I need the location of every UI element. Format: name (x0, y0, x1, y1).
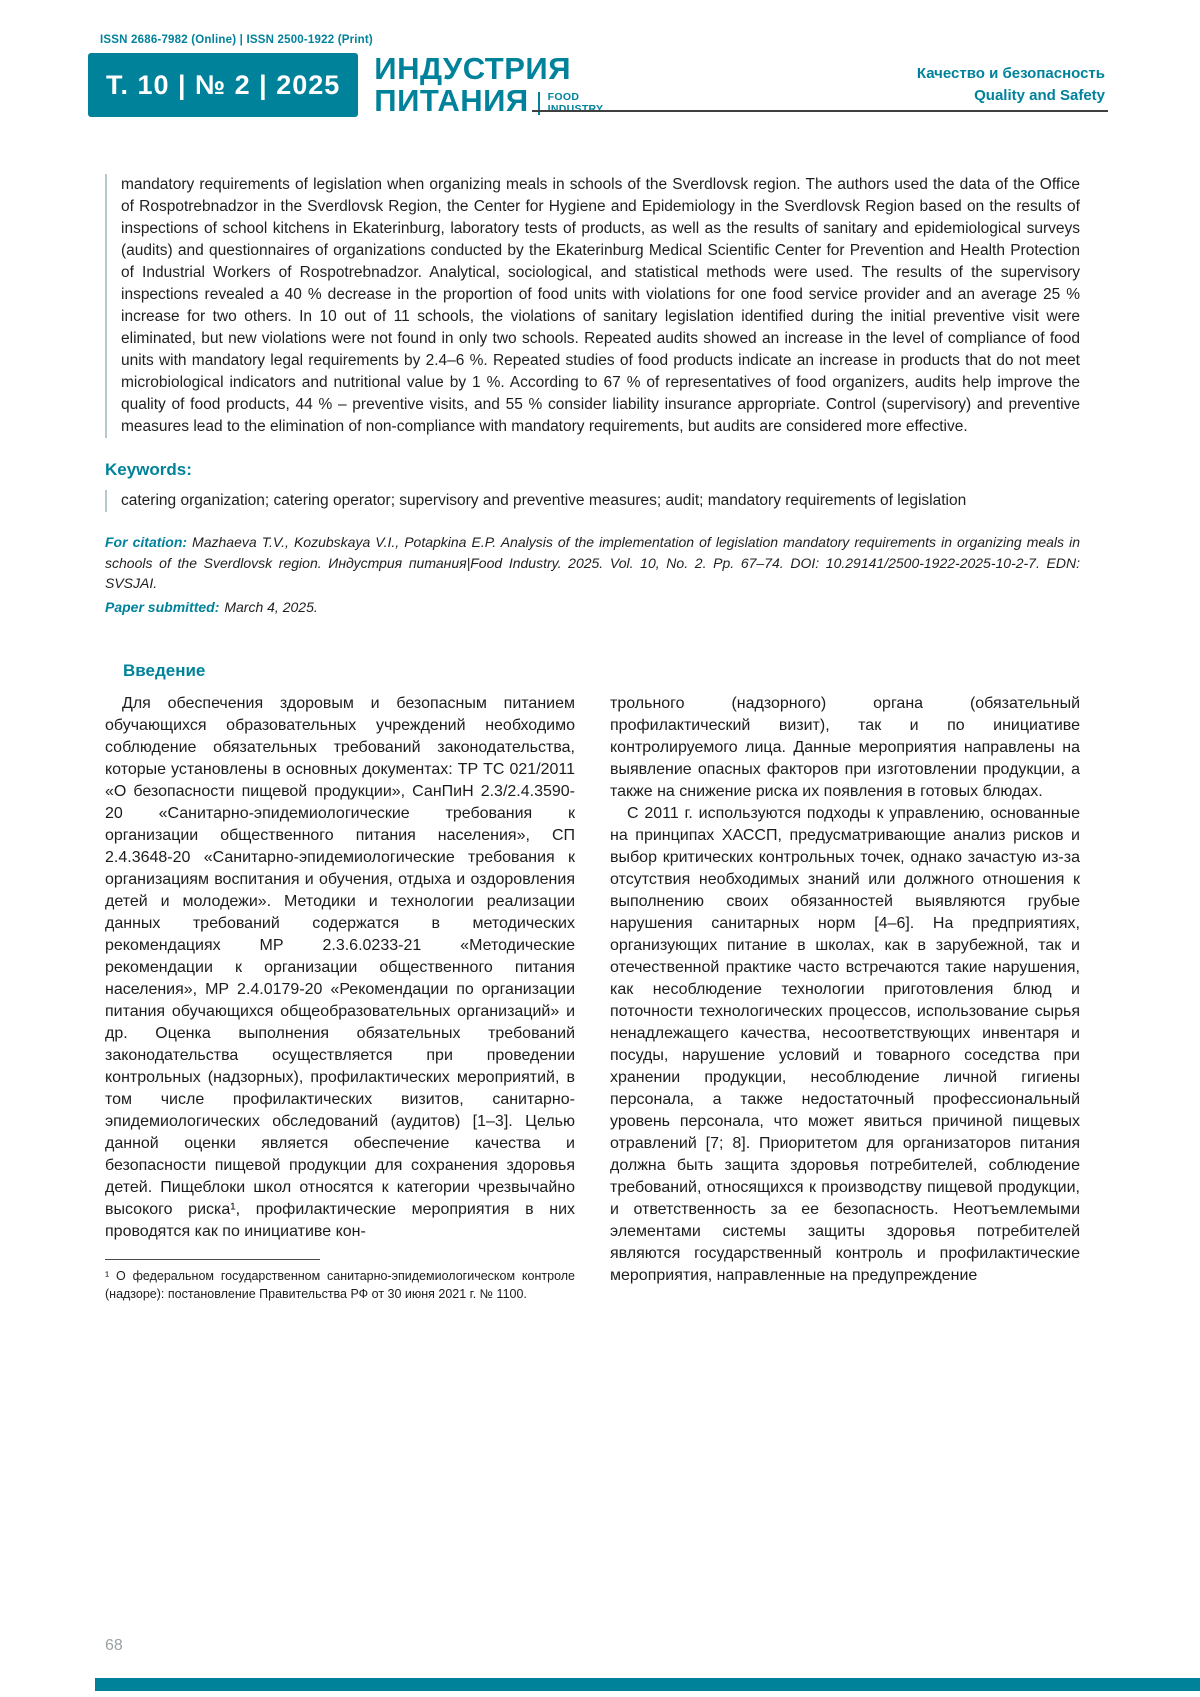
journal-title-ru-line2: ПИТАНИЯ (374, 83, 529, 119)
section-title-ru: Качество и безопасность (916, 65, 1105, 82)
section-title (917, 53, 1105, 117)
page-header (0, 0, 1200, 124)
citation (105, 532, 1080, 593)
volume-issue-badge: Т. 10 | № 2 | 2025 (88, 53, 358, 117)
keywords-heading: Keywords: (105, 460, 192, 479)
keywords-text: catering organization; catering operator; supervisory and preventive measures; audit; mandatory requirements of legislation (105, 490, 1080, 512)
journal-title-en-line1: FOOD (547, 91, 580, 104)
citation-label: For citation: (105, 534, 188, 551)
footnote-rule (105, 1259, 320, 1260)
header-rule (532, 110, 1108, 112)
paper-submitted-label: Paper submitted: (105, 599, 220, 616)
page-number: 68 (105, 1637, 123, 1654)
journal-title (374, 53, 603, 117)
abstract-text: mandatory requirements of legislation when organizing meals in schools of the Sverdlovsk region. The authors used the data of the Office of Rospotrebnadzor in the Sverdlovsk Region, the Center for Hygiene and Epidemiology in the Sverdlovsk Region based on the results of inspections of school kitchens in Ekaterinburg, laboratory tests of products, as well as the results of sanitary and epidemiological surveys (audits) and questionnaires of organizations conducted by the Ekaterinburg Medical Scientific Center for Prevention and Health Protection of Industrial Workers of Rospotrebnadzor. Analytical, sociological, and statistical methods were used. The results of the supervisory inspections revealed a 40 % decrease in the proportion of food units with violations for one food service provider and an average 25 % increase for two others. In 10 out of 11 schools, the violations of sanitary legislation identified during the initial preventive visit were eliminated, but new violations were not found in only two schools. Repeated audits showed an increase in the level of compliance of food units with mandatory legal requirements by 2.4–6 %. Repeated studies of food products indicate an increase in products that do not meet microbiological indicators and nutritional value by 1 %. According to 67 % of representatives of food organizers, audits help improve the quality of food products, 44 % – preventive visits, and 55 % consider liability insurance appropriate. Control (supervisory) and preventive measures lead to the elimination of non-compliance with mandatory requirements, but audits are considered more effective. (105, 174, 1080, 438)
right-column-paragraph-1: трольного (надзорного) органа (обязательный профилактический визит), так и по инициативе контролируемого лица. Данные мероприятия направлены на выявление опасных факторов при изготовлении продукции, а также на снижение риска их появления в готовых блюдах. (610, 695, 1080, 801)
left-column-paragraph: Для обеспечения здоровым и безопасным питанием обучающихся образовательных учреждений необходимо соблюдение обязательных требований законодательства, которые установлены в основных документах: ТР ТС 021/2011 «О безопасности пищевой продукции», СанПиН 2.3/2.4.3590-20 «Санитарно-эпидемиологические требования к организации общественного питания населения», СП 2.4.3648-20 «Санитарно-эпидемиологические требования к организациям воспитания и обучения, отдыха и оздоровления детей и молодежи». Методики и технологии реализации данных требований содержатся в методических рекомендациях МР 2.3.6.0233-21 «Методические рекомендации к организации общественного питания населения», МР 2.4.0179-20 «Рекомендации по организации питания обучающихся общеобразовательных организаций» и др. Оценка выполнения обязательных требований законодательства осуществляется при проведении контрольных (надзорных), профилактических мероприятий, в том числе профилактических визитов, санитарно-эпидемиологических обследований (аудитов) [1–3]. Целью данной оценки является обеспечение качества и безопасности пищевой продукции для сохранения здоровья детей. Пищеблоки школ относятся к категории чрезвычайно высокого риска¹, профилактические мероприятия в них проводятся как по инициативе кон- (105, 695, 575, 1241)
right-column-paragraph-2: С 2011 г. используются подходы к управлению, основанные на принципах ХАССП, предусматривающие анализ рисков и выбор критических контрольных точек, однако зачастую из-за отсутствия необходимых знаний или должного отношения к выполнению своих обязанностей выявляются грубые нарушения санитарных норм [4–6]. На предприятиях, организующих питание в школах, как в зарубежной, так и отечественной практике часто встречаются такие нарушения, как несоблюдение технологии приготовления блюд и поточности технологических процессов, использование сырья ненадлежащего качества, несоответствующих инвентаря и посуды, нарушение условий и товарного соседства при хранении продукции, несоблюдение личной гигиены персонала, а также недостаточный профессиональный уровень персонала, что может явиться причиной пищевых отравлений [7; 8]. Приоритетом для организаторов питания должна быть защита здоровья потребителей, соблюдение требований, относящихся к производству пищевой продукции, и ответственность за ее безопасность. Неотъемлемыми элементами системы защиты здоровья потребителей являются государственный контроль и профилактические мероприятия, направленные на предупреждение (610, 805, 1080, 1285)
introduction-heading: Введение (123, 661, 206, 681)
footnote-text: ¹ О федеральном государственном санитарно-эпидемиологическом контроле (надзоре): постановление Правительства РФ от 30 июня 2021 г. № 1100. (105, 1269, 575, 1301)
body-columns (105, 693, 1080, 1303)
journal-title-ru-line1: ИНДУСТРИЯ (374, 51, 571, 86)
issn-line: ISSN 2686-7982 (Online) | ISSN 2500-1922 (Print) (100, 34, 373, 46)
paper-submitted-date: March 4, 2025. (224, 599, 318, 616)
journal-title-row (374, 85, 603, 117)
right-column (610, 693, 1080, 1303)
citation-text: Mazhaeva T.V., Kozubskaya V.I., Potapkina E.P. Analysis of the implementation of legislation mandatory requirements in organizing meals in schools of the Sverdlovsk region. Индустрия питания|Food Industry. 2025. Vol. 10, No. 2. Pp. 67–74. DOI: 10.29141/2500-1922-2025-10-2-7. EDN: SVSJAI. (105, 534, 1080, 592)
journal-title-en-line2: INDUSTRY (547, 102, 604, 115)
header-main-row (88, 53, 1105, 117)
left-column (105, 693, 575, 1303)
article-body (0, 174, 1200, 1303)
section-title-en: Quality and Safety (974, 86, 1105, 104)
bottom-accent-bar (95, 1678, 1200, 1691)
paper-submitted (105, 599, 1080, 615)
journal-title-en (538, 92, 604, 115)
